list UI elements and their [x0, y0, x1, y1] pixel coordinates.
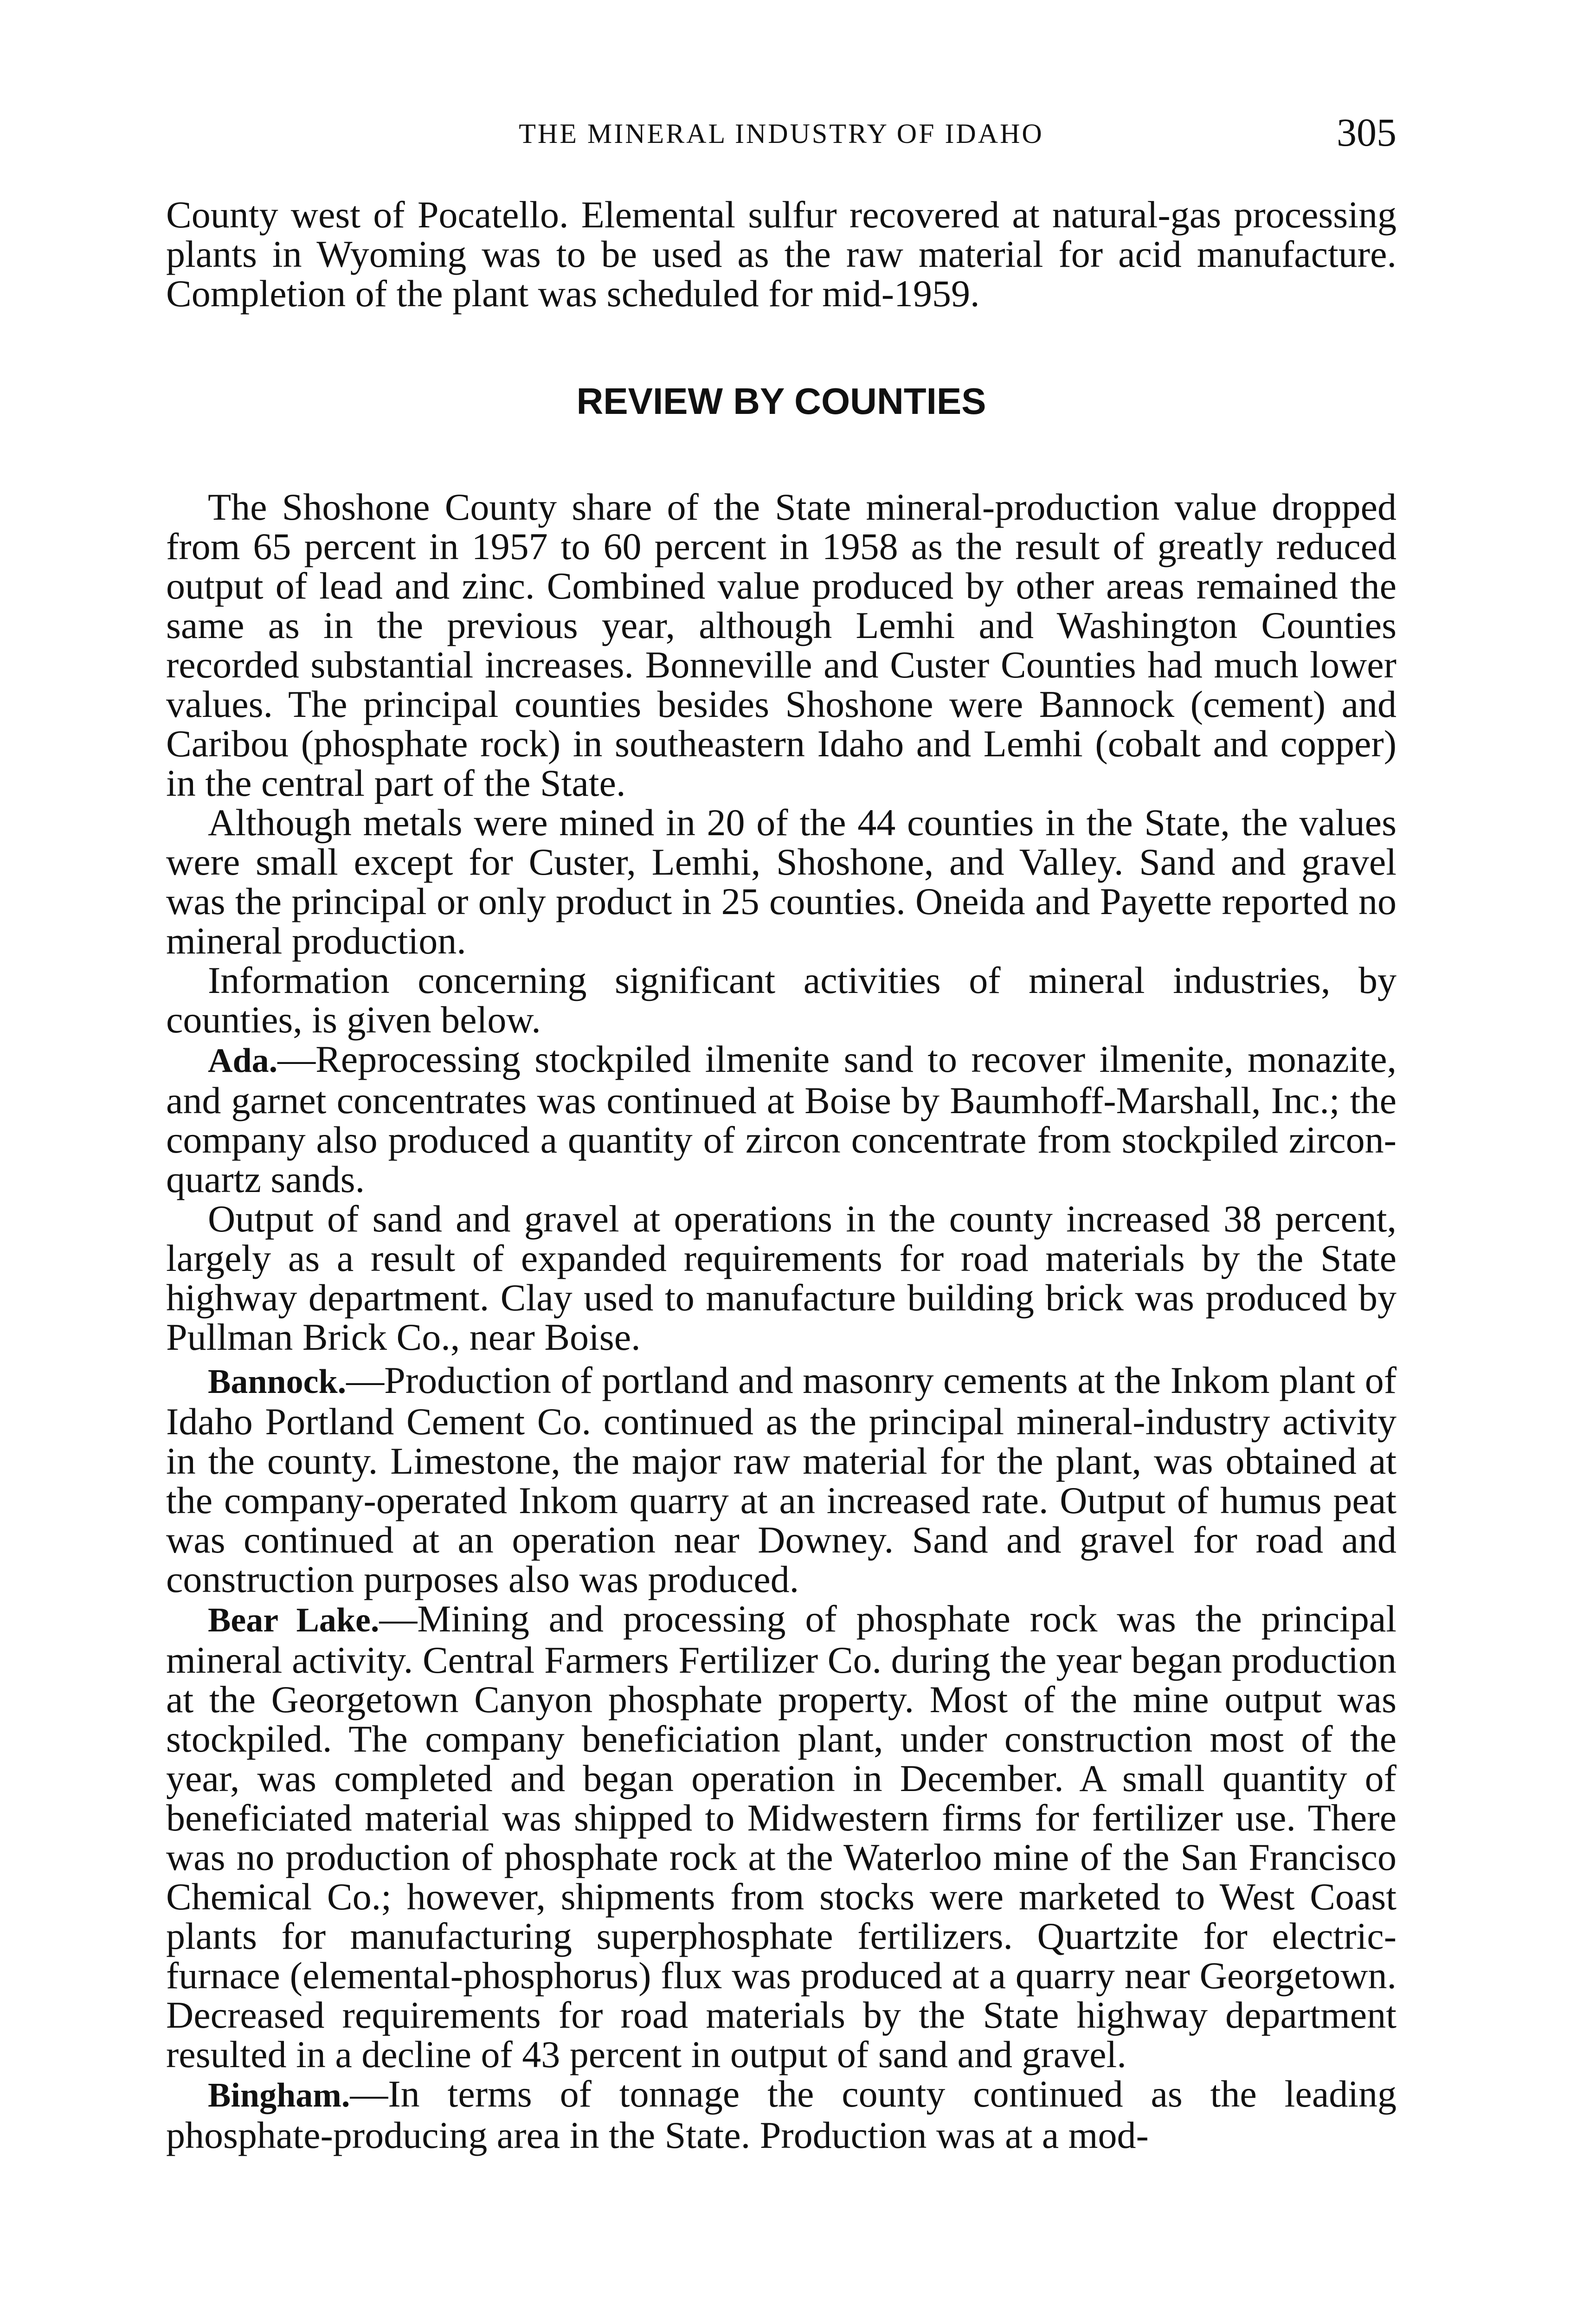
county-name-bear-lake: Bear Lake. — [208, 1601, 380, 1639]
paragraph-bingham — [166, 2074, 1396, 2155]
bingham-text: —In terms of tonnage the county continued as the leading phosphate-producing area in the State. Production was at a mod- — [166, 2073, 1396, 2156]
section-body — [166, 487, 1396, 2155]
paragraph-bannock — [166, 1360, 1396, 1599]
paragraph-metals-mined: Although metals were mined in 20 of the 44 counties in the State, the values were small except for Custer, Lemhi, Shoshone, and Valley. Sand and gravel was the principal or only product in 25 counties. Oneida and Payette reported no mineral production. — [166, 801, 1396, 962]
paragraph-information: Information concerning significant activities of mineral industries, by counties, is given below. — [166, 959, 1396, 1041]
opening-text: County west of Pocatello. Elemental sulfur recovered at natural-gas processing plants in Wyoming was to be used as the raw material for acid manufacture. Completion of the plant was scheduled for mid-1959. — [166, 193, 1396, 315]
running-title: THE MINERAL INDUSTRY OF IDAHO — [519, 118, 1044, 149]
paragraph-ada-output: Output of sand and gravel at operations in the county increased 38 percent, largely as a result of expanded requirements for road materials by the State highway department. Clay used to manufacture building brick was produced by Pullman Brick Co., near Boise. — [166, 1198, 1396, 1358]
county-name-ada: Ada. — [208, 1042, 278, 1080]
page-number: 305 — [1337, 110, 1396, 155]
bear-lake-text: —Mining and processing of phosphate rock was the principal mineral activity. Central Farmers Fertilizer Co. during the year began production at the Georgetown Canyon phosphate property. Most of the mine output was stockpiled. The company beneficiation plant, under construction most of the year, was completed and began operation in December. A small quantity of beneficiated material was shipped to Midwestern firms for fertilizer use. There was no production of phosphate rock at the Waterloo mine of the San Francisco Chemical Co.; however, shipments from stocks were marketed to West Coast plants for manufacturing superphosphate fertilizers. Quartzite for electric-furnace (elemental-phosphorus) flux was produced at a quarry near Georgetown. Decreased requirements for road materials by the State highway department resulted in a decline of 43 percent in output of sand and gravel. — [166, 1598, 1396, 2075]
bannock-text: —Production of portland and masonry cements at the Inkom plant of Idaho Portland Cement Co. continued as the principal mineral-industry activity in the county. Limestone, the major raw material for the plant, was obtained at the company-operated Inkom quarry at an increased rate. Output of humus peat was continued at an operation near Downey. Sand and gravel for road and construction purposes also was produced. — [166, 1359, 1396, 1600]
ada-text: —Reprocessing stockpiled ilmenite sand to recover ilmenite, monazite, and garnet concentrates was continued at Boise by Baumhoff-Marshall, Inc.; the company also produced a quantity of zircon concentrate from stockpiled zircon-quartz sands. — [166, 1038, 1396, 1200]
county-name-bingham: Bingham. — [208, 2076, 350, 2114]
opening-paragraph — [166, 195, 1396, 313]
paragraph-bear-lake — [166, 1599, 1396, 2074]
paragraph-shoshone-share: The Shoshone County share of the State mineral-production value dropped from 65 percent in 1957 to 60 percent in 1958 as the result of greatly reduced output of lead and zinc. Combined value produced by other areas remained the same as in the previous year, although Lemhi and Washington Counties recorded substantial increases. Bonneville and Custer Counties had much lower values. The principal counties besides Shoshone were Bannock (cement) and Caribou (phosphate rock) in southeastern Idaho and Lemhi (cobalt and copper) in the central part of the State. — [166, 486, 1396, 804]
county-name-bannock: Bannock. — [208, 1363, 347, 1401]
section-heading: REVIEW BY COUNTIES — [576, 380, 986, 422]
paragraph-ada — [166, 1039, 1396, 1199]
running-head — [166, 111, 1396, 162]
